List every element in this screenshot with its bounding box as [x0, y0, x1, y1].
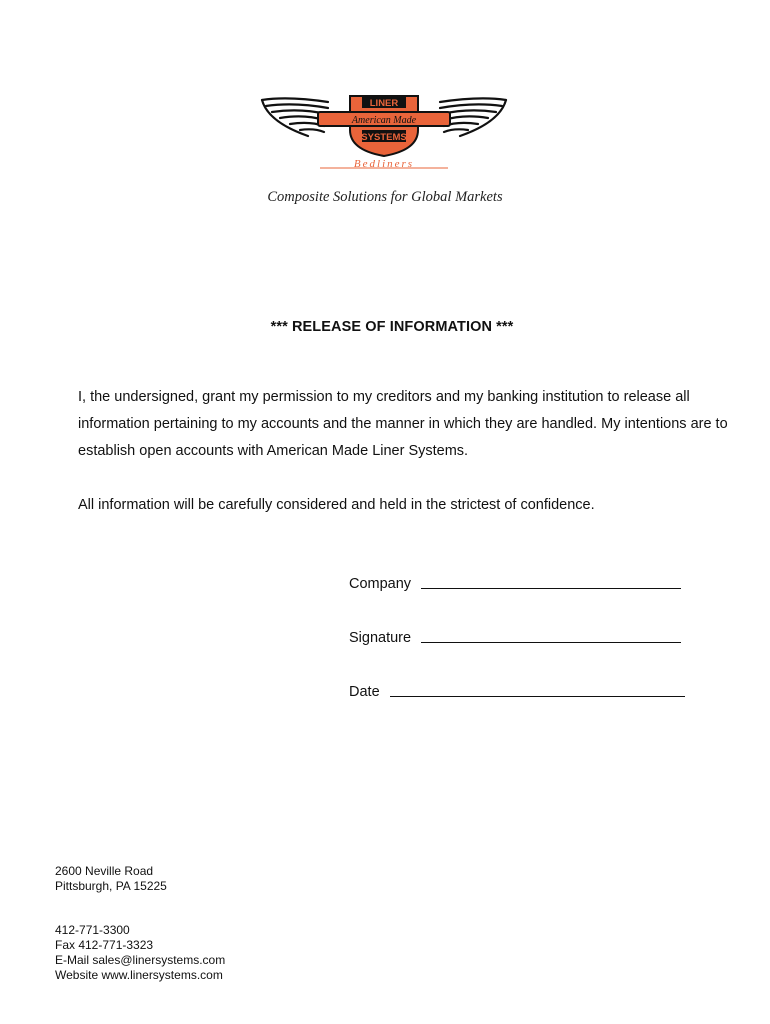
signature-line[interactable] [421, 641, 681, 643]
logo-top-text: LINER [369, 98, 399, 109]
mailing-address [55, 864, 167, 894]
company-label: Company [349, 576, 412, 592]
signature-field [349, 630, 681, 646]
company-field [349, 576, 681, 592]
confidentiality-paragraph: All information will be carefully considered and held in the strictest of confidence. [78, 497, 595, 513]
tagline: Composite Solutions for Global Markets [267, 189, 503, 205]
email-address: E-Mail sales@linersystems.com [55, 953, 226, 967]
company-line[interactable] [421, 587, 681, 589]
fax-number: Fax 412-771-3323 [55, 938, 154, 952]
document-title: *** RELEASE OF INFORMATION *** [270, 319, 514, 335]
signature-label: Signature [349, 630, 412, 646]
logo-script-text: Bedliners [353, 158, 415, 170]
phone-number: 412-771-3300 [55, 923, 130, 937]
date-line[interactable] [390, 695, 685, 697]
city-state-zip: Pittsburgh, PA 15225 [55, 879, 167, 893]
date-label: Date [349, 684, 380, 700]
website-address: Website www.linersystems.com [55, 968, 223, 982]
company-logo [258, 92, 510, 170]
logo-banner-text: American Made [351, 115, 417, 126]
date-field [349, 684, 685, 700]
contact-info [55, 923, 225, 983]
street-address: 2600 Neville Road [55, 864, 154, 878]
logo-shield-text: SYSTEMS [361, 132, 407, 143]
permission-paragraph: I, the undersigned, grant my permission to my creditors and my banking institution to release all information pertaining to my accounts and the manner in which they are handled. My intentions are to establish open accounts with American Made Liner Systems. [78, 389, 728, 459]
